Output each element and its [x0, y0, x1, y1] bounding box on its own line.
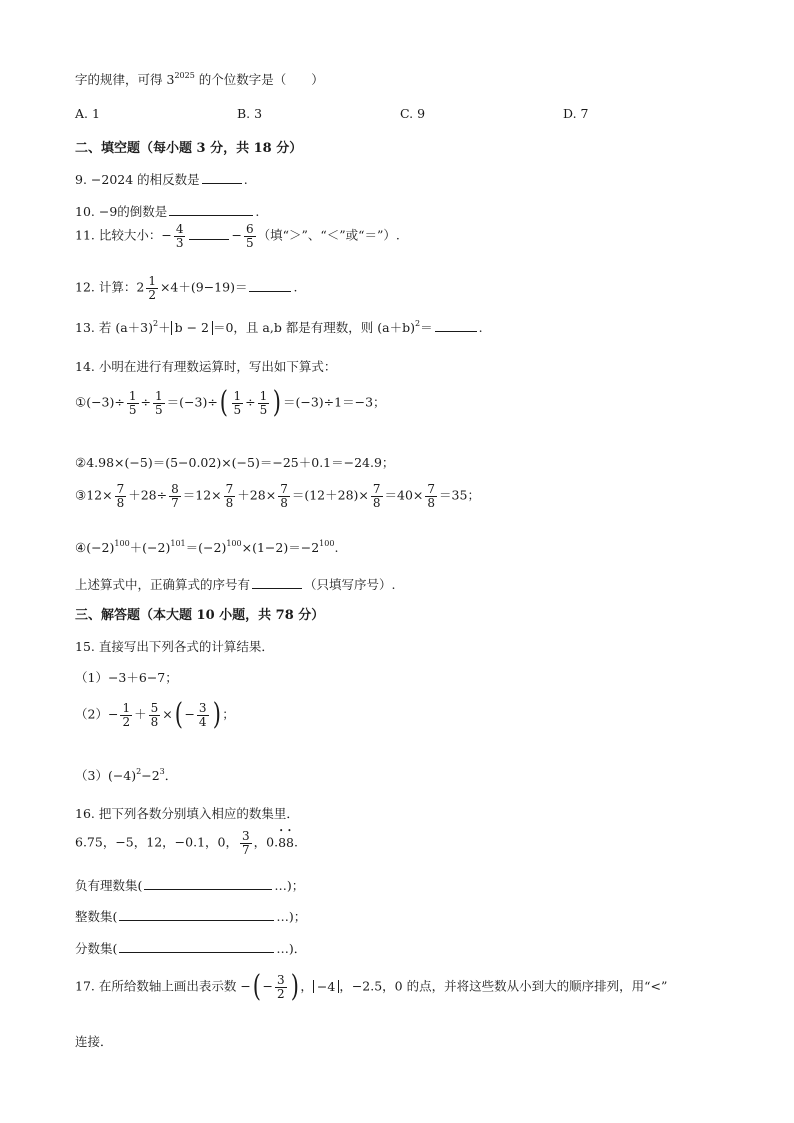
- answer-blank: [119, 940, 274, 953]
- question-14-item-2: ②4.98×(−5)＝(5−0.02)×(−5)＝−25＋0.1＝−24.9；: [75, 455, 395, 470]
- q8-option-a: A. 1: [75, 106, 100, 121]
- repeating-decimal: • • 88: [278, 835, 294, 850]
- question-13: 13. 若 $(a+3)^2+ b - 2 =0$，且 a,b 都是有理数，则 $(a+b)^2=$ .: [75, 319, 483, 335]
- question-15-part-2: （2）− $\frac{1}{2}$ ＋ $\frac{5}{8}$ ×( − $\frac{3}{4}$ ) ；: [75, 697, 235, 732]
- question-16-numbers: 6.75，−5，12，−0.1，0， $\frac{3}{7}$ ，0.• • 88.: [75, 830, 298, 856]
- question-11: 11. 比较大小：− $\frac{4}{3}$ − $\frac{6}{5}$ （填“＞”、“＜”或“＝”）.: [75, 222, 400, 250]
- question-16-set-negative-rational: 负有理数集( …)；: [75, 878, 305, 893]
- fraction: $\frac{6}{5}$: [245, 222, 254, 250]
- answer-blank: [169, 203, 253, 216]
- answer-blank: [144, 877, 272, 890]
- q8-option-c: C. 9: [400, 106, 426, 121]
- question-10: 10. −9的倒数是 .: [75, 204, 260, 219]
- q8-option-d: D. 7: [563, 106, 589, 121]
- question-14-item-4: $④(-2)^{100}+(-2)^{101}=(-2)^{100}\times(1-2)=-2^{100}$.: [75, 539, 339, 555]
- question-16-intro: 16. 把下列各数分别填入相应的数集里．: [75, 806, 299, 821]
- question-12: 12. 计算：2 $\frac{1}{2}$ ×4＋(9−19)＝ .: [75, 274, 298, 302]
- answer-blank: [435, 319, 477, 332]
- absolute-value: b − 2: [171, 321, 213, 335]
- answer-blank: [252, 576, 302, 589]
- question-15-intro: 15. 直接写出下列各式的计算结果．: [75, 639, 274, 654]
- question-9: 9. −2024 的相反数是 .: [75, 172, 248, 187]
- fraction: $\frac{4}{3}$: [175, 222, 184, 250]
- question-14-intro: 14. 小明在进行有理数运算时，写出如下算式：: [75, 359, 337, 374]
- question-15-part-1: （1）−3＋6−7；: [75, 670, 178, 685]
- question-17-line-2: 连接．: [75, 1034, 113, 1049]
- answer-blank: [249, 279, 291, 292]
- q8-text: 字的规律，可得 $3^{2025}$ 的个位数字是（ ）: [75, 71, 324, 87]
- answer-blank: [189, 227, 229, 240]
- answer-blank: [119, 908, 274, 921]
- question-14-item-3: ③12× $\frac{7}{8}$ ＋28÷ $\frac{8}{7}$ ＝12× $\frac{7}{8}$ ＋28× $\frac{7}{8}$ ＝(12＋28)× $\frac{7}{8}$ ＝40× $\frac{7}{8}$ ＝35；: [75, 482, 480, 510]
- section-3-heading: 三、解答题（本大题 10 小题，共 78 分）: [75, 608, 325, 623]
- absolute-value: −4: [313, 980, 339, 994]
- question-16-set-integer: 整数集( …)；: [75, 909, 307, 924]
- question-17: 17. 在所给数轴上画出表示数 −( − $\frac{3}{2}$ ) ， −4 ，−2.5，0 的点，并将这些数从小到大的顺序排列，用“<”: [75, 969, 668, 1004]
- question-14-answer-line: 上述算式中，正确算式的序号有 （只填写序号）.: [75, 577, 396, 592]
- q8-option-b: B. 3: [237, 106, 263, 121]
- fraction: $\frac{1}{2}$: [148, 274, 156, 302]
- question-15-part-3: $(3)(-4)^2-2^3$．: [75, 767, 178, 783]
- section-2-heading: 二、填空题（每小题 3 分，共 18 分）: [75, 141, 303, 156]
- question-16-set-fraction: 分数集( …)．: [75, 941, 307, 956]
- answer-blank: [202, 171, 242, 184]
- question-14-item-1: ①(−3)÷ $\frac{1}{5}$ ÷ $\frac{1}{5}$ ＝(−3)÷( $\frac{1}{5}$ ÷ $\frac{1}{5}$ ) ＝(−3)÷1＝−3；: [75, 385, 386, 420]
